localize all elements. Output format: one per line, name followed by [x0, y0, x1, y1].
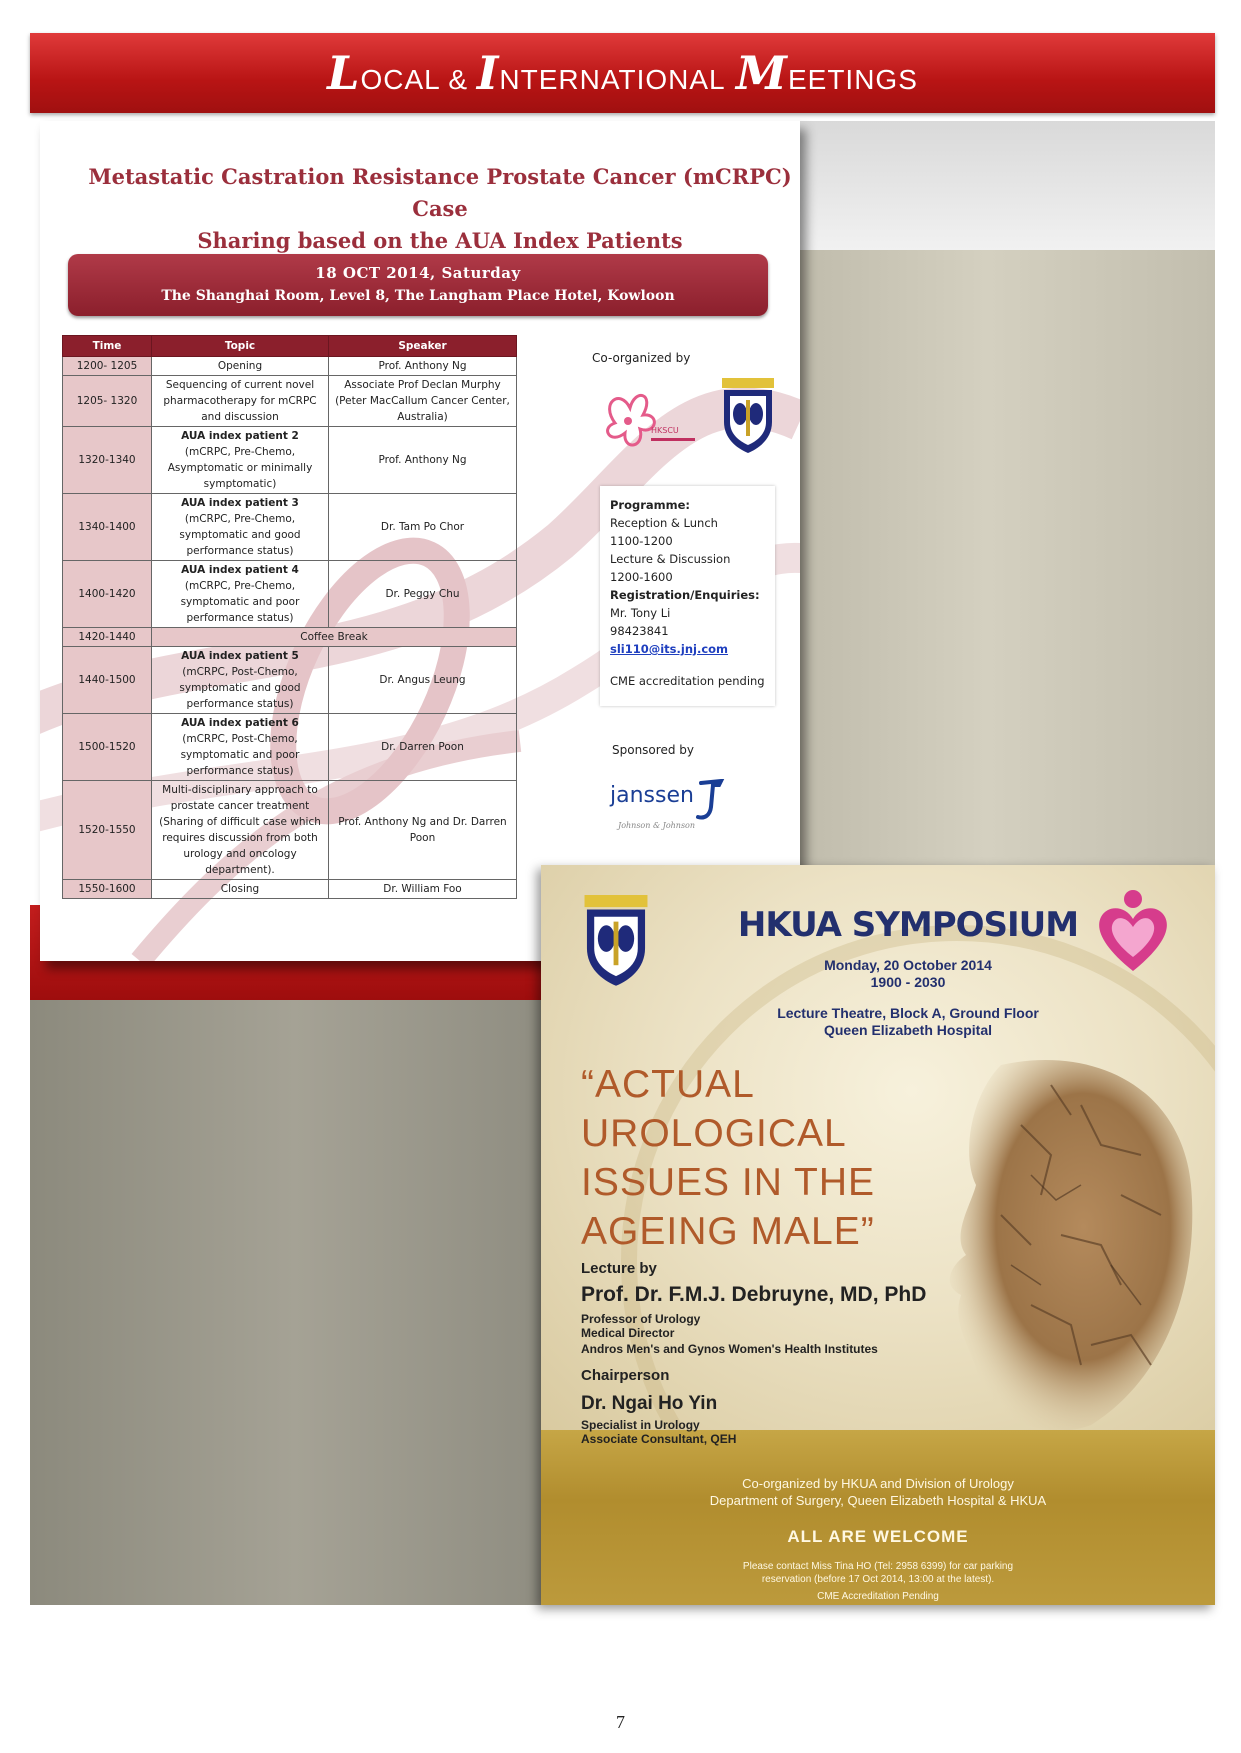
- background-panel-taupe: [800, 250, 1215, 865]
- contact-phone: 98423841: [610, 624, 669, 638]
- contact-line: reservation (before 17 Oct 2014, 13:00 at the latest).: [761, 1574, 995, 1585]
- row-speaker: Prof. Anthony Ng: [329, 427, 517, 494]
- row-topic: [152, 781, 329, 880]
- column-header-topic: Topic: [152, 336, 329, 357]
- row-topic-text: (mCRPC, Post-Chemo, symptomatic and poor performance status): [180, 733, 300, 777]
- row-time: 1205- 1320: [63, 376, 152, 427]
- lecture-title-quote: [581, 1060, 875, 1256]
- row-time: 1200- 1205: [63, 357, 152, 376]
- row-topic-title: AUA index patient 2: [181, 430, 299, 442]
- chairperson-name: Dr. Ngai Ho Yin: [581, 1393, 718, 1414]
- title-ampersand: &: [439, 64, 477, 95]
- page-number: 7: [616, 1712, 625, 1732]
- contact-line: Please contact Miss Tina HO (Tel: 2958 6399) for car parking: [742, 1561, 1014, 1572]
- janssen-j-icon: [695, 779, 725, 821]
- table-row: [63, 880, 517, 899]
- quote-line: ISSUES IN THE: [581, 1161, 876, 1204]
- speaker-title: Medical Director: [581, 1326, 675, 1340]
- row-topic-text: (mCRPC, Pre-Chemo, symptomatic and poor performance status): [180, 580, 300, 624]
- table-row-break: [63, 628, 517, 647]
- row-time: 1320-1340: [63, 427, 152, 494]
- flyer1-date-banner: [68, 254, 768, 316]
- contact-email-link[interactable]: sli110@its.jnj.com: [610, 642, 729, 656]
- column-header-time: Time: [63, 336, 152, 357]
- hkua-symposium-flyer: [541, 865, 1215, 1605]
- title-initial-l: L: [327, 46, 361, 100]
- programme-heading: Programme:: [610, 498, 691, 512]
- row-speaker: Dr. Tam Po Chor: [329, 494, 517, 561]
- row-topic: [152, 647, 329, 714]
- page-title: [30, 33, 1215, 113]
- coorganizer-line: Department of Surgery, Queen Elizabeth Hospital & HKUA: [709, 1493, 1047, 1508]
- flyer1-venue: The Shanghai Room, Level 8, The Langham Place Hotel, Kowloon: [161, 288, 675, 304]
- row-speaker: Dr. Angus Leung: [329, 647, 517, 714]
- quote-line: UROLOGICAL: [581, 1112, 847, 1155]
- title-initial-m: M: [736, 46, 788, 100]
- hkscu-logo: [595, 383, 705, 463]
- row-topic: [152, 714, 329, 781]
- programme-item: Reception & Lunch: [610, 516, 718, 530]
- row-time: 1550-1600: [63, 880, 152, 899]
- row-time: 1420-1440: [63, 628, 152, 647]
- row-speaker: Dr. Darren Poon: [329, 714, 517, 781]
- table-row: [63, 561, 517, 628]
- schedule-table: [62, 335, 517, 899]
- programme-item: Lecture & Discussion: [610, 552, 731, 566]
- table-row: [63, 714, 517, 781]
- row-speaker: Dr. Peggy Chu: [329, 561, 517, 628]
- row-topic-title: AUA index patient 5: [181, 650, 299, 662]
- parking-contact-note: [541, 1560, 1215, 1586]
- row-topic-text: (mCRPC, Pre-Chemo, symptomatic and good performance status): [179, 513, 301, 557]
- flyer1-title-line2: Sharing based on the AUA Index Patients: [197, 228, 683, 253]
- cme-note: CME Accreditation Pending: [817, 1591, 939, 1602]
- flyer1-title-line1: Metastatic Castration Resistance Prostate Cancer (mCRPC) Case: [88, 164, 792, 221]
- table-row: [63, 427, 517, 494]
- speaker-affiliation: Andros Men's and Gynos Women's Health Institutes: [581, 1342, 878, 1356]
- cme-note: CME accreditation pending: [610, 674, 765, 688]
- janssen-logo-text: janssen: [610, 783, 694, 808]
- column-header-speaker: Speaker: [329, 336, 517, 357]
- title-word-meetings: EETINGS: [787, 64, 918, 95]
- row-speaker: Prof. Anthony Ng: [329, 357, 517, 376]
- symposium-time: 1900 - 2030: [870, 974, 946, 990]
- flyer1-date: 18 OCT 2014, Saturday: [315, 264, 521, 282]
- programme-time: 1200-1600: [610, 570, 673, 584]
- row-time: 1520-1550: [63, 781, 152, 880]
- header-banner: [30, 33, 1215, 113]
- table-row: [63, 494, 517, 561]
- coorganizer-note: [541, 1475, 1215, 1509]
- title-word-local: OCAL: [360, 64, 440, 95]
- row-topic-text: (mCRPC, Post-Chemo, symptomatic and good performance status): [179, 666, 301, 710]
- symposium-title: HKUA SYMPOSIUM: [737, 905, 1079, 945]
- speaker-title: Professor of Urology: [581, 1312, 701, 1326]
- hkscu-logo-text: HKSCU: [651, 426, 679, 435]
- row-speaker: Dr. William Foo: [329, 880, 517, 899]
- quote-line: “ACTUAL: [581, 1063, 755, 1106]
- title-word-international: NTERNATIONAL: [499, 64, 726, 95]
- row-time: 1440-1500: [63, 647, 152, 714]
- programme-time: 1100-1200: [610, 534, 673, 548]
- row-speaker: Prof. Anthony Ng and Dr. Darren Poon: [329, 781, 517, 880]
- row-topic-title: AUA index patient 4: [181, 564, 299, 576]
- chairperson-title: Specialist in Urology: [581, 1418, 700, 1432]
- row-topic: [152, 561, 329, 628]
- registration-heading: Registration/Enquiries:: [610, 588, 760, 602]
- row-topic-text: Opening: [217, 360, 263, 372]
- row-speaker: Associate Prof Declan Murphy (Peter MacCallum Cancer Center, Australia): [329, 376, 517, 427]
- symposium-venue-line2: Queen Elizabeth Hospital: [823, 1022, 993, 1038]
- row-topic: [152, 880, 329, 899]
- table-row: [63, 376, 517, 427]
- table-header-row: [63, 336, 517, 357]
- all-welcome-text: ALL ARE WELCOME: [787, 1527, 969, 1546]
- coorganizer-line: Co-organized by HKUA and Division of Urology: [742, 1476, 1014, 1491]
- row-topic-text: (mCRPC, Pre-Chemo, Asymptomatic or minimally symptomatic): [167, 446, 313, 490]
- coffee-break-label: Coffee Break: [152, 628, 517, 647]
- row-topic-title: AUA index patient 3: [181, 497, 299, 509]
- row-time: 1340-1400: [63, 494, 152, 561]
- table-row: [63, 357, 517, 376]
- background-panel-gray: [30, 1000, 560, 1605]
- flyer1-title: [70, 161, 800, 257]
- speaker-name: Prof. Dr. F.M.J. Debruyne, MD, PhD: [581, 1283, 927, 1306]
- row-topic: [152, 494, 329, 561]
- quote-line: AGEING MALE”: [581, 1210, 875, 1253]
- row-topic-text: Closing: [220, 883, 260, 895]
- row-time: 1500-1520: [63, 714, 152, 781]
- chairperson-label: Chairperson: [581, 1367, 670, 1384]
- title-initial-i: I: [476, 46, 500, 100]
- symposium-date: Monday, 20 October 2014: [824, 957, 992, 973]
- row-topic: [152, 357, 329, 376]
- row-topic: [152, 376, 329, 427]
- table-row: [63, 781, 517, 880]
- sponsored-label: Sponsored by: [612, 743, 694, 757]
- symposium-venue-line1: Lecture Theatre, Block A, Ground Floor: [777, 1005, 1039, 1021]
- coorganized-label: Co-organized by: [592, 351, 691, 365]
- lecture-by-label: Lecture by: [581, 1260, 657, 1277]
- ageing-face-image: [881, 1045, 1201, 1435]
- janssen-tagline: Johnson & Johnson: [618, 821, 696, 830]
- row-topic-title: AUA index patient 6: [181, 717, 299, 729]
- row-time: 1400-1420: [63, 561, 152, 628]
- programme-box: [600, 486, 775, 706]
- row-topic: [152, 427, 329, 494]
- hkua-shield-logo: [720, 378, 776, 454]
- contact-name: Mr. Tony Li: [610, 606, 671, 620]
- mcrpc-flyer: [40, 121, 800, 961]
- chairperson-title: Associate Consultant, QEH: [581, 1432, 737, 1446]
- table-row: [63, 647, 517, 714]
- row-topic-text: Sequencing of current novel pharmacotherapy for mCRPC and discussion: [163, 379, 317, 423]
- background-panel-upper-right: [800, 121, 1215, 255]
- row-topic-text: Multi-disciplinary approach to prostate cancer treatment (Sharing of difficult case which requires discussion from both urology and oncology department).: [159, 784, 321, 876]
